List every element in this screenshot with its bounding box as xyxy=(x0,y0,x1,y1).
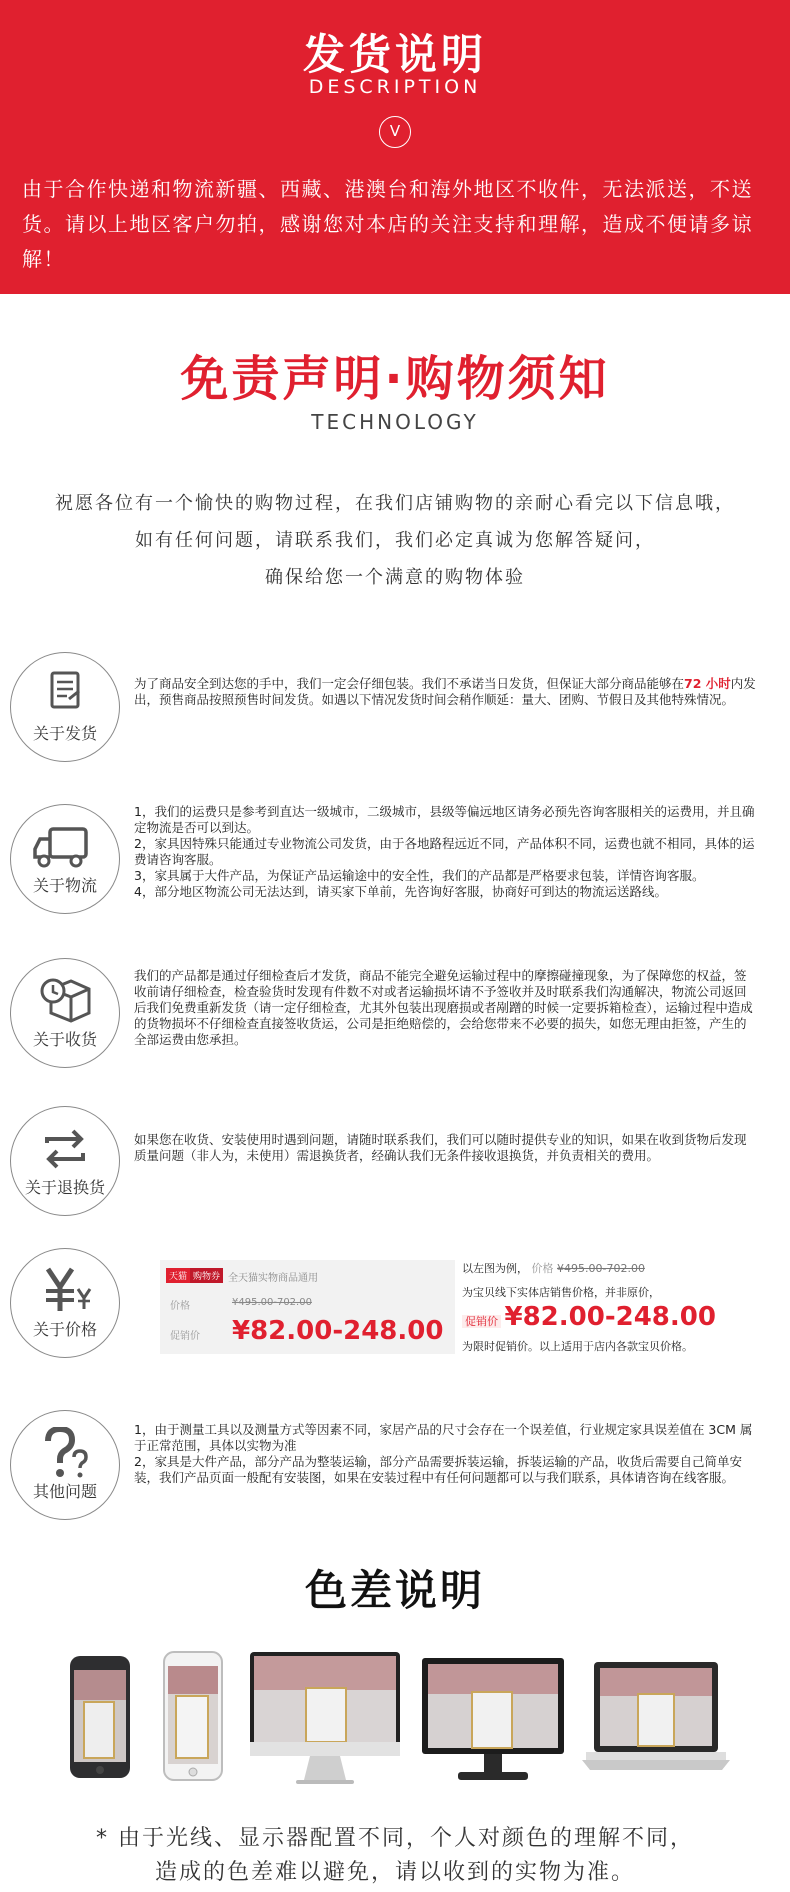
receiving-text: 我们的产品都是通过仔细检查后才发货，商品不能完全避免运输过程中的摩擦碰撞现象，为了保障您的权益，签收前请仔细检查，检查验货时发现有件数不对或者运输损坏请不予签收并及时联系我们沟通解决，物流公司返回后我们免费重新发货（请一定仔细检查，尤其外包装出现磨损或者剐蹭的时候一定要拆箱检查），运输过程中造成的货物损坏不仔细检查直接签收货运，公司是拒绝赔偿的，会给您带来不必要的损失，如您无理由拒签，产生的全部运费由您承担。 xyxy=(134,968,753,1047)
logistics-label: 关于物流 xyxy=(32,876,97,895)
promo-price: ¥82.00-248.00 xyxy=(232,1316,444,1346)
monitor-image xyxy=(420,1656,566,1784)
exchange-arrows-icon xyxy=(11,1123,119,1175)
explain-price-value: ¥495.00-702.00 xyxy=(557,1262,645,1275)
disclaimer-intro xyxy=(0,485,790,596)
price-explain-line4: 为限时促销价。以上适用于店内各款宝贝价格。 xyxy=(462,1340,693,1353)
price-explain-line2: 为宝贝线下实体店销售价格，并非原价， xyxy=(462,1286,660,1299)
delivery-text-part: 内发出，预售商品按照预售时间发货。如遇以下情况发货时间会稍作顺延：量大、团购、节假日及其他特殊情况。 xyxy=(134,676,756,707)
price-label-small: 价格 xyxy=(170,1301,190,1312)
document-icon xyxy=(11,669,119,721)
tmall-tag: 天猫 xyxy=(166,1268,190,1283)
explain-promo-value: ¥82.00-248.00 xyxy=(504,1302,716,1332)
delivery-highlight: 72 小时 xyxy=(684,676,731,691)
truck-icon xyxy=(11,821,119,873)
section-other xyxy=(0,1410,790,1522)
explain-price-label: 价格 xyxy=(531,1262,554,1275)
logistics-line: 2，家具因特殊只能通过专业物流公司发货，由于各地路程远近不同，产品体积不同，运费也就不相同，具体的运费请咨询客服。 xyxy=(134,836,755,867)
logistics-line: 4，部分地区物流公司无法达到，请买家下单前，先咨询好客服，协商好可到达的物流运送路线。 xyxy=(134,884,667,899)
delivery-text-part: 为了商品安全到达您的手中，我们一定会仔细包装。我们不承诺当日发货，但保证大部分商品能够在 xyxy=(134,676,685,691)
price-explain-line1 xyxy=(462,1260,645,1276)
white-phone-image xyxy=(162,1650,224,1782)
shipping-notice: 由于合作快递和物流新疆、西藏、港澳台和海外地区不收件，无法派送，不送货。请以上地区客户勿拍，感谢您对本店的关注支持和理解，造成不便请多谅解！ xyxy=(22,177,753,271)
price-label: 关于价格 xyxy=(32,1320,97,1339)
logistics-text xyxy=(134,804,756,900)
shipping-title: 发货说明 xyxy=(302,30,487,79)
price-badge xyxy=(10,1248,120,1358)
disclaimer-title: 免责声明·购物须知 xyxy=(180,351,610,407)
dark-phone-image xyxy=(68,1654,132,1780)
price-explain-line3 xyxy=(462,1302,716,1332)
logistics-line: 1，我们的运费只是参考到直达一级城市，二级城市，县级等偏远地区请务必预先咨询客服相关的运费用，并且确定物流是否可以到达。 xyxy=(134,804,755,835)
question-icon xyxy=(11,1427,119,1479)
section-delivery xyxy=(0,652,790,764)
explain-promo-label: 促销价 xyxy=(462,1315,501,1328)
promo-label-small: 促销价 xyxy=(170,1331,200,1342)
section-price xyxy=(0,1248,790,1362)
shipping-subtitle: DESCRIPTION xyxy=(308,76,482,98)
shipping-banner xyxy=(0,0,790,294)
logistics-badge xyxy=(10,804,120,914)
disclaimer-subtitle: TECHNOLOGY xyxy=(311,410,479,434)
other-line: 2，家具是大件产品，部分产品为整装运输，部分产品需要拆装运输，拆装运输的产品，收货后需要自己简单安装，我们产品页面一般配有安装图，如果在安装过程中有任何问题都可以与我们联系，具体请咨询在线客服。 xyxy=(134,1454,742,1485)
explain-prefix: 以左图为例， xyxy=(462,1262,528,1275)
original-price: ¥495.00-702.00 xyxy=(232,1297,312,1308)
coupon-tag: 购物券 xyxy=(190,1268,223,1283)
delivery-text xyxy=(134,676,756,708)
chevron-down-icon: V xyxy=(379,116,411,148)
section-receiving xyxy=(0,958,790,1070)
receiving-label: 关于收货 xyxy=(32,1030,97,1049)
section-logistics xyxy=(0,804,790,916)
returns-badge xyxy=(10,1106,120,1216)
intro-line: 确保给您一个满意的购物体验 xyxy=(265,567,525,588)
other-label: 其他问题 xyxy=(32,1482,97,1501)
color-difference-title: 色差说明 xyxy=(304,1566,485,1615)
device-showcase xyxy=(0,1640,790,1800)
other-line: 1，由于测量工具以及测量方式等因素不同，家居产品的尺寸会存在一个误差值，行业规定家具误差值在 3CM 属于正常范围，具体以实物为准 xyxy=(134,1422,753,1453)
price-example-box xyxy=(160,1260,455,1354)
delivery-label: 关于发货 xyxy=(32,724,97,743)
other-badge xyxy=(10,1410,120,1520)
logistics-line: 3，家具属于大件产品，为保证产品运输途中的安全性，我们的产品都是严格要求包装，详情咨询客服。 xyxy=(134,868,705,883)
intro-line: 如有任何问题，请联系我们，我们必定真诚为您解答疑问， xyxy=(135,530,655,551)
color-difference-note xyxy=(0,1822,790,1890)
laptop-image xyxy=(580,1660,732,1780)
returns-text: 如果您在收货、安装使用时遇到问题，请随时联系我们，我们可以随时提供专业的知识，如果在收到货物后发现质量问题（非人为，未使用）需退换货者，经确认我们无条件接收退换货，并负责相关的费用。 xyxy=(134,1132,747,1163)
section-returns xyxy=(0,1106,790,1218)
box-clock-icon xyxy=(11,975,119,1027)
imac-image xyxy=(248,1650,402,1788)
coupon-desc: 全天猫实物商品通用 xyxy=(228,1273,318,1284)
delivery-badge xyxy=(10,652,120,762)
yen-icon xyxy=(11,1265,119,1317)
note-line: * 由于光线、显示器配置不同，个人对颜色的理解不同， xyxy=(96,1826,694,1851)
returns-label: 关于退换货 xyxy=(24,1178,105,1197)
intro-line: 祝愿各位有一个愉快的购物过程，在我们店铺购物的亲耐心看完以下信息哦， xyxy=(55,493,735,514)
note-line: 造成的色差难以避免，请以收到的实物为准。 xyxy=(154,1860,635,1885)
other-text xyxy=(134,1422,756,1486)
receiving-badge xyxy=(10,958,120,1068)
